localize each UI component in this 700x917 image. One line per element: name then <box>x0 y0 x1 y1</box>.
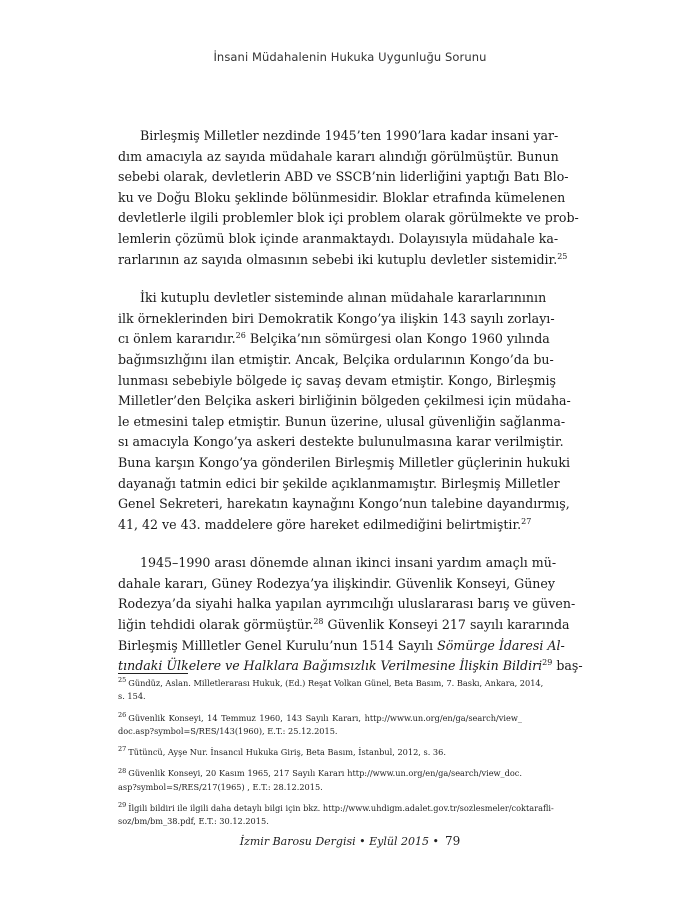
text-line: Milletler’den Belçika askeri birliğinin bölgeden çekilmesi için müdaha- <box>118 393 571 409</box>
text-line: Belçika’nın sömürgesi olan Kongo 1960 yılında <box>245 331 550 347</box>
footnote-text[interactable]: soz/bm/bm_38.pdf, E.T.: 30.12.2015. <box>118 816 269 827</box>
page-footer <box>0 834 700 848</box>
text-line: rarlarının az sayıda olmasının sebebi iki kutuplu devletler sistemidir. <box>118 251 558 267</box>
page-number: 79 <box>444 834 461 848</box>
footnote-text[interactable]: doc.asp?symbol=S/RES/143(1960), E.T.: 25.12.2015. <box>118 725 338 736</box>
footnote-text[interactable]: Güvenlik Konseyi, 14 Temmuz 1960, 143 Sayılı Kararı, http://www.un.org/en/ga/search/view_ <box>128 712 522 723</box>
footnote-text[interactable]: asp?symbol=S/RES/217(1965) , E.T.: 28.12.2015. <box>118 781 323 792</box>
text-line: Genel Sekreteri, harekatın kaynağını Kongo’nun talebine dayandırmış, <box>118 496 570 512</box>
footnote-divider <box>118 673 188 674</box>
running-header: İnsani Müdahalenin Hukuka Uygunluğu Sorunu <box>213 50 487 64</box>
text-line: le etmesini talep etmiştir. Bunun üzerine, ulusal güvenliğin sağlanma- <box>118 413 566 429</box>
paragraph-2 <box>118 288 571 535</box>
footnote-27 <box>118 746 522 759</box>
footnote-text: Gündüz, Aslan. Milletlerarası Hukuk, (Ed.) Reşat Volkan Günel, Beta Basım, 7. Baskı, Ankara, 2014, <box>128 678 544 688</box>
footnote-text: Tütüncü, Ayşe Nur. İnsancıl Hukuka Giriş, Beta Basım, İstanbul, 2012, s. 36. <box>128 747 446 758</box>
text-line: Birleşmiş Milletler nezdinde 1945’ten 1990’lara kadar insani yar- <box>140 128 559 143</box>
text-line: liğin tehdidi olarak görmüştür. <box>118 617 314 633</box>
text-line: dım amacıyla az sayıda müdahale kararı alındığı görülmüştür. Bunun <box>118 148 559 164</box>
text-line: ku ve Doğu Bloku şeklinde bölünmesidir. Bloklar etrafında kümelenen <box>118 189 566 205</box>
text-line: baş- <box>552 658 583 674</box>
text-line: sı amacıyla Kongo’ya askeri destekte bulunulmasına karar verilmiştir. <box>118 434 564 450</box>
paragraph-1 <box>118 126 579 270</box>
text-line: Güvenlik Konseyi 217 sayılı kararında <box>323 617 570 633</box>
footnote-number: 27 <box>118 745 127 754</box>
footnotes <box>118 676 554 837</box>
footnote-number: 25 <box>118 676 127 685</box>
body-text <box>118 126 583 695</box>
footnote-text[interactable]: İlgili bildiri ile ilgili daha detaylı bilgi için bkz. http://www.uhdigm.adalet.gov.tr/sozlesmeler/coktarafli- <box>128 803 554 814</box>
footnote-29 <box>118 801 554 829</box>
footnote-number: 28 <box>118 766 127 775</box>
footnote-26 <box>118 712 522 739</box>
text-line: ilk örneklerinden biri Demokratik Kongo’ya ilişkin 143 sayılı zorlayı- <box>118 310 555 326</box>
text-line: Buna karşın Kongo’ya gönderilen Birleşmiş Milletler güçlerinin hukuki <box>118 454 571 470</box>
text-line: bağımsızlığını ilan etmiştir. Ancak, Belçika ordularının Kongo’da bu- <box>118 351 554 367</box>
footnote-number: 29 <box>118 801 127 810</box>
footnote-ref[interactable]: 25 <box>557 251 568 261</box>
footnote-28 <box>118 767 522 794</box>
text-line: Birleşmiş Millletler Genel Kurulu’nun 1514 Sayılı <box>118 637 438 653</box>
text-line: lunması sebebiyle bölgede iç savaş devam etmiştir. Kongo, Birleşmiş <box>118 372 557 388</box>
italic-title: tındaki Ülkelere ve Halklara Bağımsızlık Verilmesine İlişkin Bildiri <box>118 658 543 674</box>
footnote-number: 26 <box>118 710 127 719</box>
text-line: devletlerle ilgili problemler blok içi problem olarak görülmekte ve prob- <box>118 210 579 226</box>
paragraph-3 <box>118 553 583 677</box>
text-line: 1945–1990 arası dönemde alınan ikinci insani yardım amaçlı mü- <box>140 555 557 571</box>
footnote-text: s. 154. <box>118 691 146 702</box>
text-line: İki kutuplu devletler sisteminde alınan müdahale kararlarınının <box>140 290 547 306</box>
text-line: dahale kararı, Güney Rodezya’ya ilişkindir. Güvenlik Konseyi, Güney <box>118 575 555 591</box>
footnote-ref[interactable]: 27 <box>521 516 532 526</box>
text-line: lemlerin çözümü blok içinde aranmaktaydı. Dolayısıyla müdahale ka- <box>118 230 559 246</box>
footnote-ref[interactable]: 28 <box>313 616 324 626</box>
text-line: 41, 42 ve 43. maddelere göre hareket edilmediğini belirtmiştir. <box>118 516 522 532</box>
italic-title: Sömürge İdaresi Al- <box>437 637 565 653</box>
text-line: cı önlem kararıdır. <box>118 331 236 347</box>
text-line: dayanağı tatmin edici bir şekilde açıklanmamıştır. Birleşmiş Milletler <box>118 475 560 491</box>
text-line: Rodezya’da siyahi halka yapılan ayrımcılığı uluslararası barış ve güven- <box>118 596 576 612</box>
journal-name: İzmir Barosu Dergisi • Eylül 2015 • <box>239 835 439 848</box>
footnote-text[interactable]: Güvenlik Konseyi, 20 Kasım 1965, 217 Sayılı Kararı http://www.un.org/en/ga/search/view_doc. <box>128 768 522 779</box>
footnote-25 <box>118 676 544 704</box>
text-line: sebebi olarak, devletlerin ABD ve SSCB’nin liderliğini yaptığı Batı Blo- <box>118 169 569 185</box>
footnote-ref[interactable]: 26 <box>235 331 246 341</box>
footnote-ref[interactable]: 29 <box>542 658 553 668</box>
